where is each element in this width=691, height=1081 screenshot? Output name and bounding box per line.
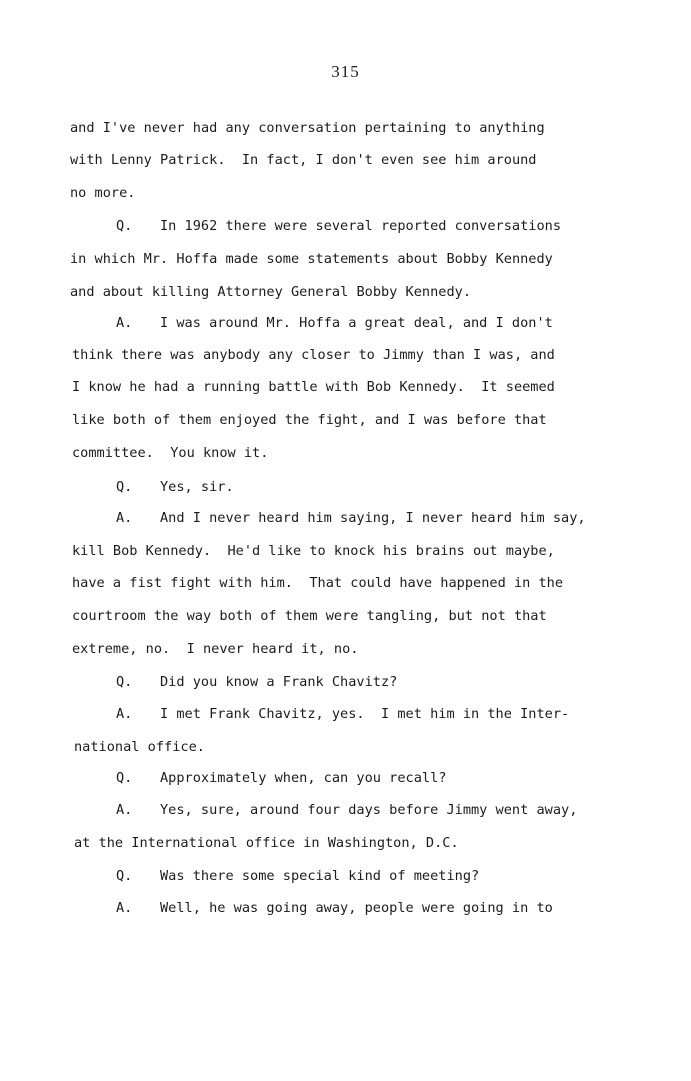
speaker-label: A. [116, 802, 133, 818]
transcript-line: and I've never had any conversation pertaining to anything [70, 120, 545, 136]
question-line: Q. Approximately when, can you recall? [116, 770, 447, 786]
speaker-label: Q. [116, 770, 133, 786]
answer-line: A. And I never heard him saying, I never heard him say, [116, 510, 586, 526]
transcript-line: in which Mr. Hoffa made some statements about Bobby Kennedy [70, 251, 553, 267]
answer-line: A. Yes, sure, around four days before Jimmy went away, [116, 802, 578, 818]
transcript-line: committee. You know it. [72, 445, 269, 461]
page-number: 315 [331, 62, 360, 81]
speaker-label: A. [116, 706, 133, 722]
speaker-label: A. [116, 510, 133, 526]
transcript-line: at the International office in Washington, D.C. [74, 835, 459, 851]
transcript-line: extreme, no. I never heard it, no. [72, 641, 359, 657]
speaker-label: Q. [116, 868, 133, 884]
transcript-line: kill Bob Kennedy. He'd like to knock his brains out maybe, [72, 543, 555, 559]
answer-line: A. Well, he was going away, people were going in to [116, 900, 553, 916]
answer-line: A. I met Frank Chavitz, yes. I met him in the Inter- [116, 706, 570, 722]
transcript-line: I know he had a running battle with Bob Kennedy. It seemed [72, 379, 555, 395]
transcript-line: national office. [74, 739, 205, 755]
speaker-label: Q. [116, 218, 133, 234]
transcript-line: have a fist fight with him. That could have happened in the [72, 575, 564, 591]
question-line: Q. Did you know a Frank Chavitz? [116, 674, 398, 690]
transcript-line: with Lenny Patrick. In fact, I don't even see him around [70, 152, 537, 168]
answer-line: A. I was around Mr. Hoffa a great deal, and I don't [116, 315, 553, 331]
transcript-line: like both of them enjoyed the fight, and I was before that [72, 412, 547, 428]
question-line: Q. In 1962 there were several reported conversations [116, 218, 562, 234]
speaker-label: Q. [116, 674, 133, 690]
speaker-label: A. [116, 315, 133, 331]
question-line: Q. Yes, sir. [116, 479, 234, 495]
transcript-line: and about killing Attorney General Bobby Kennedy. [70, 284, 472, 300]
transcript-line: no more. [70, 185, 136, 201]
transcript-line: courtroom the way both of them were tangling, but not that [72, 608, 547, 624]
speaker-label: Q. [116, 479, 133, 495]
transcript-line: think there was anybody any closer to Jimmy than I was, and [72, 347, 555, 363]
speaker-label: A. [116, 900, 133, 916]
question-line: Q. Was there some special kind of meeting? [116, 868, 480, 884]
